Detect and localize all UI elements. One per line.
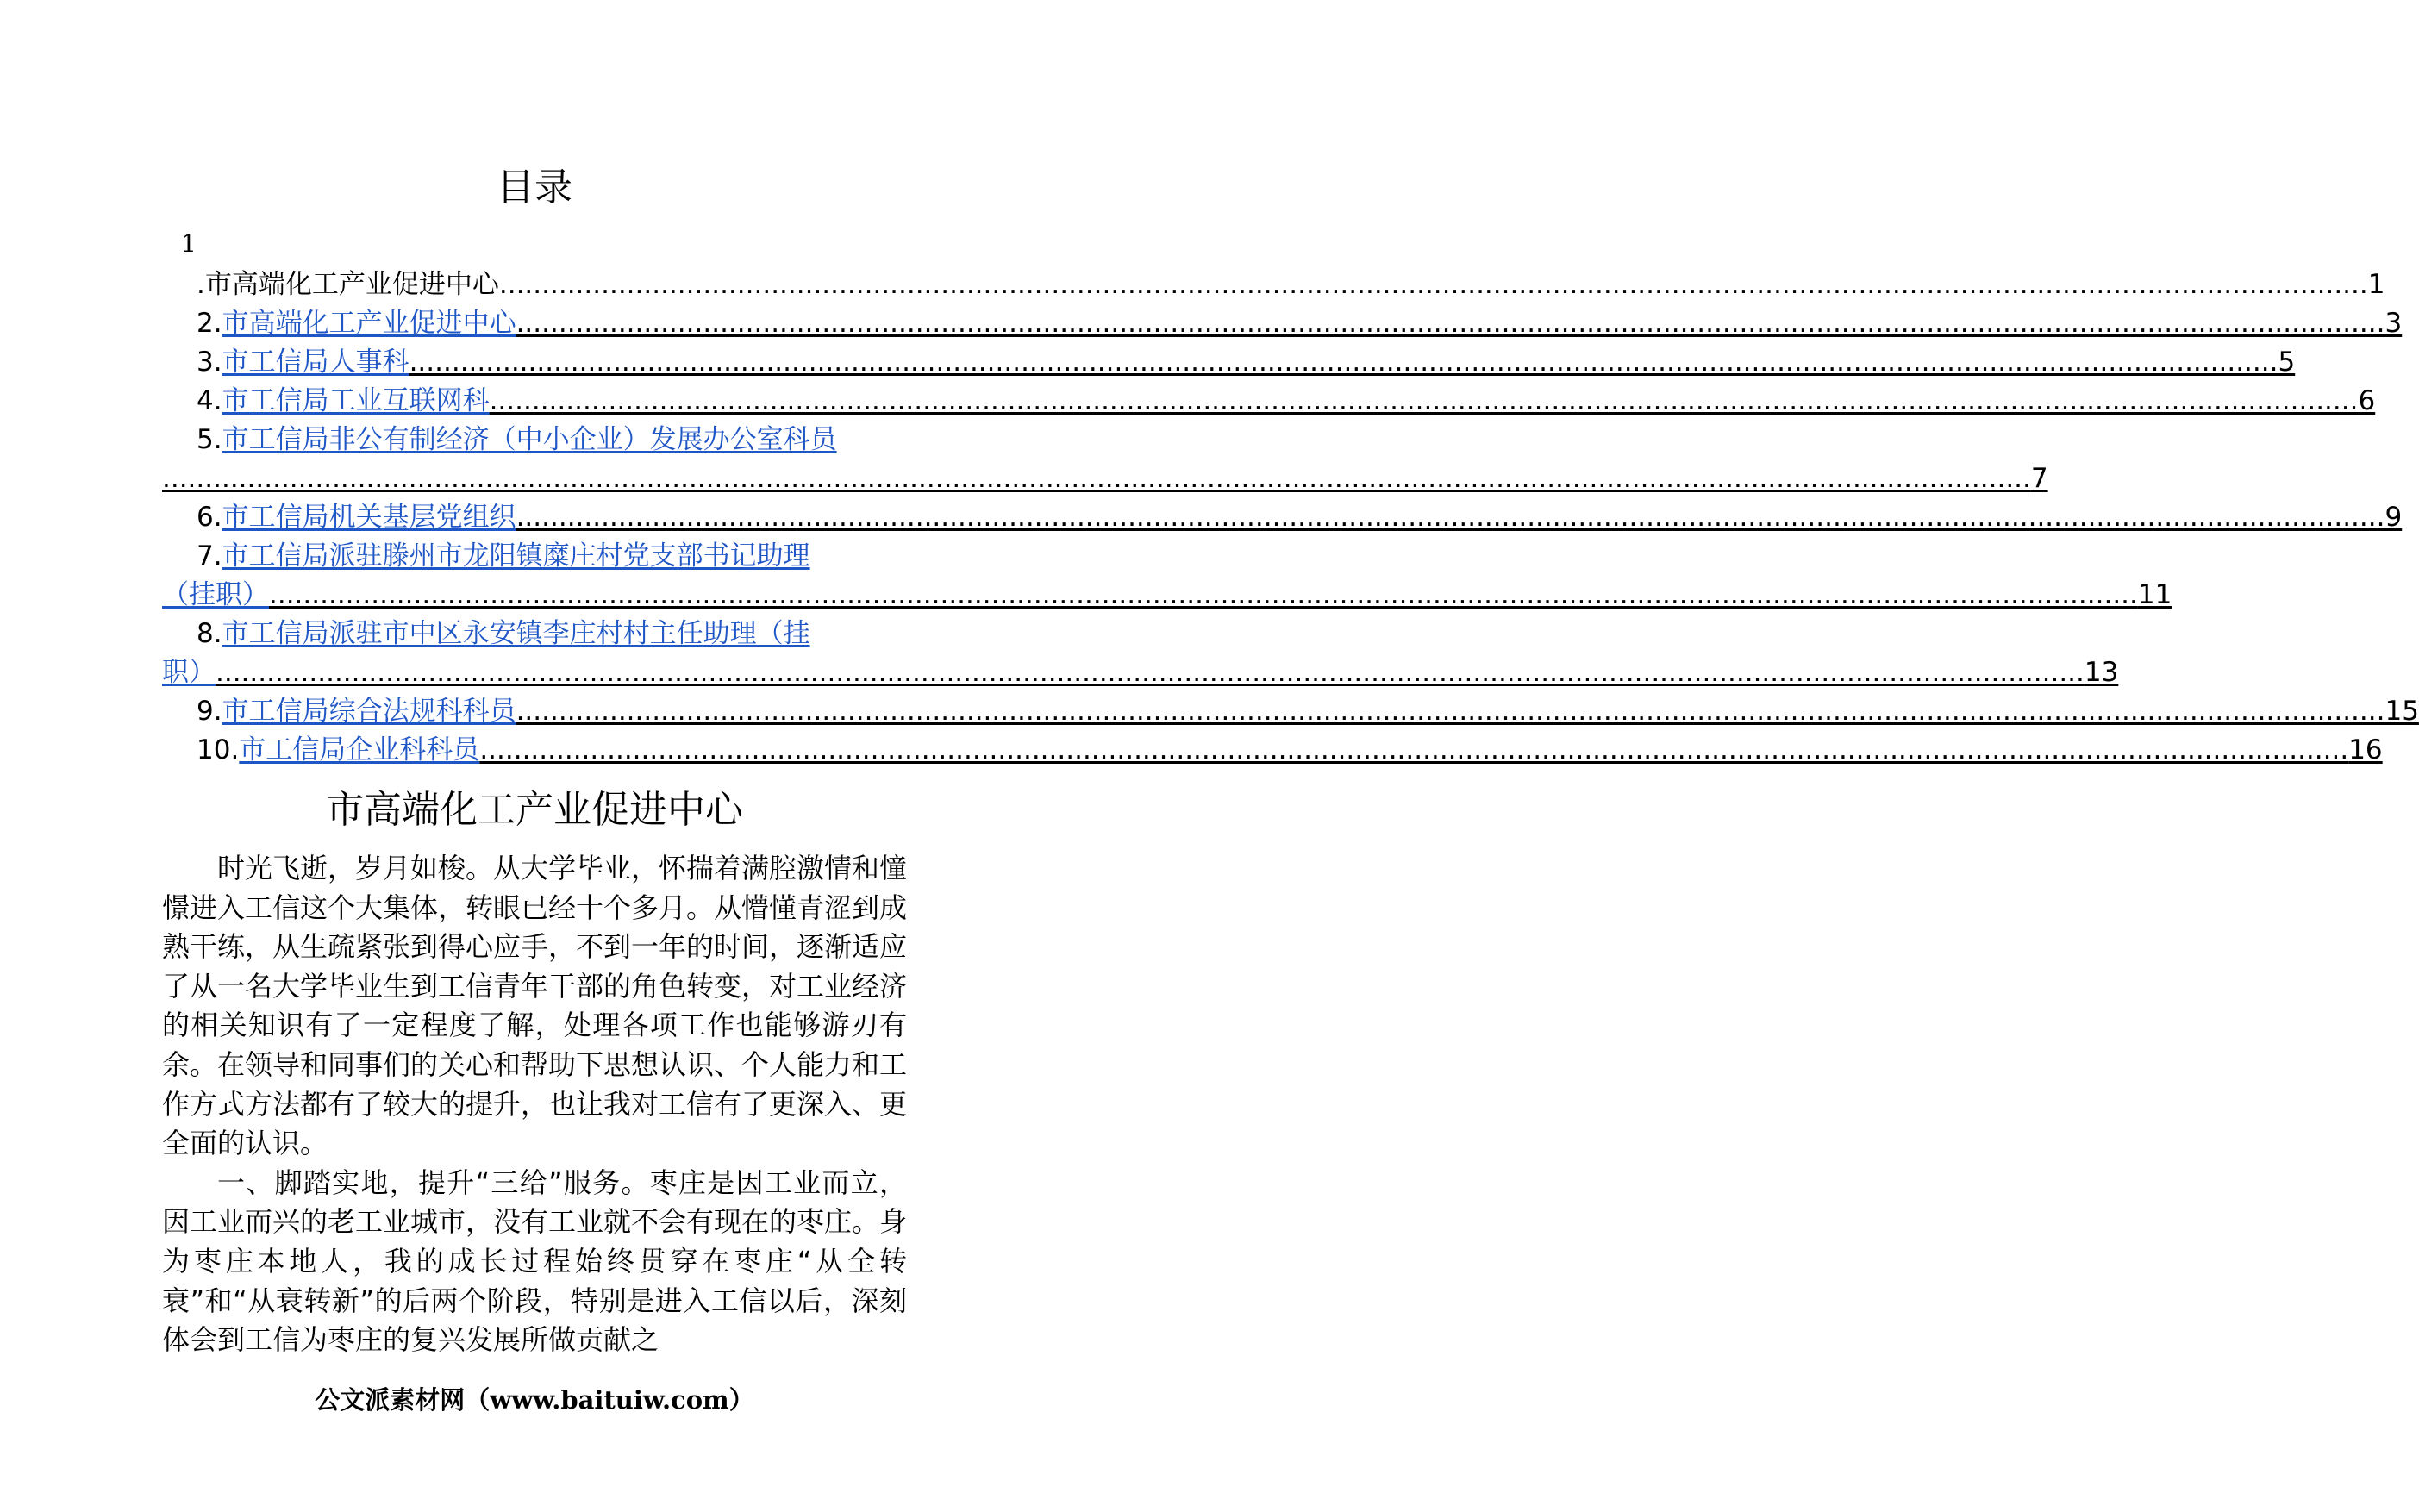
toc-line xyxy=(162,343,2296,382)
section-title: 市高端化工产业促进中心 xyxy=(326,788,743,832)
paragraph: 时光飞逝，岁月如梭。从大学毕业，怀揣着满腔激情和憧憬进入工信这个大集体，转眼已经十个多月。从懵懂青涩到成熟干练，从生疏紧张到得心应手，不到一年的时间，逐渐适应了从一名大学毕业生到工信青年干部的角色转变，对工业经济的相关知识有了一定程度了解，处理各项工作也能够游刃有余。在领导和同事们的关心和帮助下思想认识、个人能力和工作方式方法都有了较大的提升，也让我对工信有了更深入、更全面的认识。 xyxy=(162,852,908,1160)
toc-line xyxy=(162,537,907,576)
body-text xyxy=(162,849,907,1360)
toc-page-number: 7 xyxy=(2030,463,2048,494)
toc-page-number: 11 xyxy=(2137,579,2172,610)
toc-entry-number: 9. xyxy=(197,696,222,727)
toc-page-number: 13 xyxy=(2084,657,2119,688)
toc-leader-dots: ............................................................................................................................................................................................................................ xyxy=(516,308,2385,339)
toc-entry-number: 5. xyxy=(197,424,222,455)
toc-line xyxy=(162,653,2119,692)
toc-entry-link: 市高端化工产业促进中心 xyxy=(204,269,499,300)
toc-entry-link[interactable]: 市工信局企业科科员 xyxy=(239,734,480,765)
toc-entry-link[interactable]: 市高端化工产业促进中心 xyxy=(222,308,516,339)
toc-page-number: 15 xyxy=(2385,696,2419,727)
toc-leader-dots: ............................................................................................................................................................................................................................ xyxy=(162,463,2031,494)
toc-entry-link[interactable]: 市工信局机关基层党组织 xyxy=(222,502,516,533)
toc-line xyxy=(162,304,2403,343)
toc-entry-link[interactable]: （挂职） xyxy=(162,579,269,610)
toc-leader-dots: ............................................................................................................................................................................................................................ xyxy=(498,269,2368,300)
toc-leader-dots: ............................................................................................................................................................................................................................ xyxy=(409,347,2278,378)
toc-entry-number: 2. xyxy=(197,308,222,339)
toc-page-number: 1 xyxy=(2367,269,2385,300)
toc-leader-dots: ............................................................................................................................................................................................................................ xyxy=(269,579,2138,610)
toc-marker: 1 xyxy=(181,229,197,258)
toc-line xyxy=(162,382,2376,421)
toc-page-number: 6 xyxy=(2358,385,2376,416)
toc-leader-dots: ............................................................................................................................................................................................................................ xyxy=(516,502,2385,533)
toc-line xyxy=(162,459,2048,498)
toc-line xyxy=(162,692,2419,731)
toc-entry-link[interactable]: 市工信局工业互联网科 xyxy=(222,385,490,416)
toc-line xyxy=(162,731,2383,770)
toc-entry-link[interactable]: 职） xyxy=(162,657,216,688)
toc-entry-link[interactable]: 市工信局非公有制经济（中小企业）发展办公室科员 xyxy=(222,424,837,455)
footer-source: 公文派素材网（www.baituiw.com） xyxy=(315,1385,754,1415)
paragraph: 一、脚踏实地，提升“三给”服务。枣庄是因工业而立，因工业而兴的老工业城市，没有工业就不会有现在的枣庄。身为枣庄本地人，我的成长过程始终贯穿在枣庄“从全转衰”和“从衰转新”的后两个阶段，特别是进入工信以后，深刻体会到工信为枣庄的复兴发展所做贡献之 xyxy=(162,1165,908,1357)
toc-leader-dots: ............................................................................................................................................................................................................................ xyxy=(216,657,2085,688)
toc-line xyxy=(162,576,2172,615)
toc-line xyxy=(162,498,2403,537)
toc-entry-link[interactable]: 市工信局综合法规科科员 xyxy=(222,696,516,727)
toc-entry-number: . xyxy=(197,269,205,300)
toc-title: 目录 xyxy=(497,166,572,209)
toc-entry-link[interactable]: 市工信局派驻滕州市龙阳镇糜庄村党支部书记助理 xyxy=(222,540,810,572)
toc-page-number: 16 xyxy=(2348,734,2383,765)
toc-entry-number: 7. xyxy=(197,540,222,572)
table-of-contents xyxy=(162,266,2419,770)
toc-line xyxy=(162,266,2385,304)
toc-entry-number: 3. xyxy=(197,347,222,378)
toc-page-number: 9 xyxy=(2385,502,2403,533)
toc-line xyxy=(162,421,907,459)
toc-leader-dots: ............................................................................................................................................................................................................................ xyxy=(489,385,2359,416)
toc-page-number: 5 xyxy=(2278,347,2296,378)
toc-entry-link[interactable]: 市工信局人事科 xyxy=(222,347,409,378)
toc-entry-number: 4. xyxy=(197,385,222,416)
toc-leader-dots: ............................................................................................................................................................................................................................ xyxy=(479,734,2349,765)
toc-entry-link[interactable]: 市工信局派驻市中区永安镇李庄村村主任助理（挂 xyxy=(222,618,810,649)
toc-page-number: 3 xyxy=(2385,308,2403,339)
toc-leader-dots: ............................................................................................................................................................................................................................ xyxy=(516,696,2385,727)
toc-entry-number: 10. xyxy=(197,734,240,765)
toc-entry-number: 6. xyxy=(197,502,222,533)
toc-line xyxy=(162,615,907,653)
toc-entry-number: 8. xyxy=(197,618,222,649)
